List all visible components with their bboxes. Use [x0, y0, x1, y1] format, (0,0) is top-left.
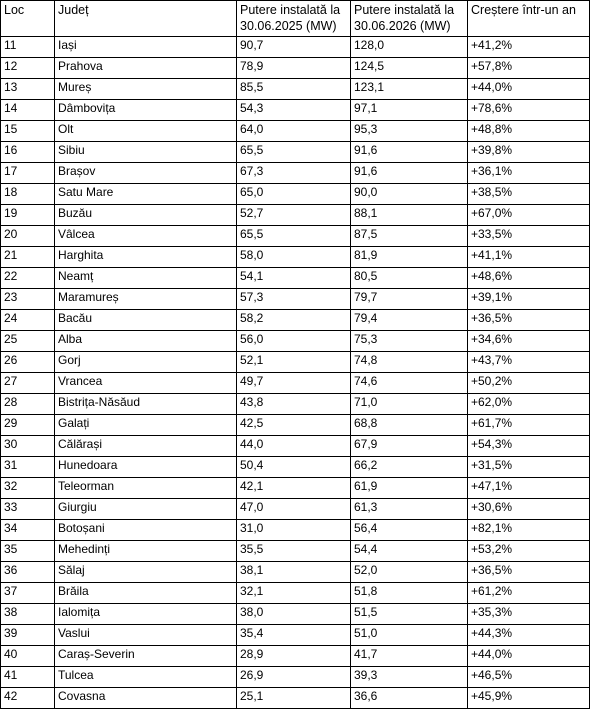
cell-power-2025: 50,4: [237, 457, 351, 478]
table-row: [1, 541, 590, 562]
cell-judet: Satu Mare: [55, 184, 237, 205]
table-row: [1, 688, 590, 709]
cell-loc: 12: [1, 58, 55, 79]
cell-power-2025: 58,2: [237, 310, 351, 331]
cell-power-2025: 42,5: [237, 415, 351, 436]
cell-growth: +44,0%: [468, 79, 590, 100]
cell-power-2026: 95,3: [351, 121, 468, 142]
cell-power-2026: 97,1: [351, 100, 468, 121]
cell-growth: +39,1%: [468, 289, 590, 310]
cell-power-2025: 52,7: [237, 205, 351, 226]
cell-growth: +54,3%: [468, 436, 590, 457]
cell-loc: 19: [1, 205, 55, 226]
cell-power-2025: 57,3: [237, 289, 351, 310]
cell-growth: +61,7%: [468, 415, 590, 436]
cell-growth: +82,1%: [468, 520, 590, 541]
cell-growth: +39,8%: [468, 142, 590, 163]
cell-loc: 31: [1, 457, 55, 478]
cell-judet: Maramureș: [55, 289, 237, 310]
cell-power-2025: 35,5: [237, 541, 351, 562]
cell-growth: +31,5%: [468, 457, 590, 478]
cell-loc: 18: [1, 184, 55, 205]
cell-power-2025: 43,8: [237, 394, 351, 415]
cell-growth: +53,2%: [468, 541, 590, 562]
cell-judet: Bistrița-Năsăud: [55, 394, 237, 415]
table-row: [1, 121, 590, 142]
cell-power-2026: 123,1: [351, 79, 468, 100]
cell-power-2025: 54,3: [237, 100, 351, 121]
cell-power-2026: 61,3: [351, 499, 468, 520]
cell-power-2025: 26,9: [237, 667, 351, 688]
cell-loc: 37: [1, 583, 55, 604]
table-row: [1, 394, 590, 415]
cell-loc: 39: [1, 625, 55, 646]
table-row: [1, 37, 590, 58]
cell-loc: 11: [1, 37, 55, 58]
cell-growth: +34,6%: [468, 331, 590, 352]
cell-growth: +48,6%: [468, 268, 590, 289]
cell-growth: +50,2%: [468, 373, 590, 394]
cell-judet: Ialomița: [55, 604, 237, 625]
cell-power-2025: 38,1: [237, 562, 351, 583]
cell-power-2026: 124,5: [351, 58, 468, 79]
cell-judet: Buzău: [55, 205, 237, 226]
table-row: [1, 436, 590, 457]
cell-judet: Olt: [55, 121, 237, 142]
cell-loc: 28: [1, 394, 55, 415]
cell-power-2025: 28,9: [237, 646, 351, 667]
cell-loc: 34: [1, 520, 55, 541]
cell-growth: +46,5%: [468, 667, 590, 688]
table-row: [1, 520, 590, 541]
cell-loc: 24: [1, 310, 55, 331]
cell-power-2026: 56,4: [351, 520, 468, 541]
table-row: [1, 415, 590, 436]
cell-judet: Sibiu: [55, 142, 237, 163]
cell-loc: 15: [1, 121, 55, 142]
cell-growth: +57,8%: [468, 58, 590, 79]
cell-power-2025: 49,7: [237, 373, 351, 394]
cell-loc: 27: [1, 373, 55, 394]
cell-loc: 35: [1, 541, 55, 562]
cell-judet: Hunedoara: [55, 457, 237, 478]
cell-loc: 21: [1, 247, 55, 268]
cell-growth: +67,0%: [468, 205, 590, 226]
table-row: [1, 58, 590, 79]
cell-power-2026: 81,9: [351, 247, 468, 268]
cell-power-2026: 91,6: [351, 142, 468, 163]
header-growth: Creștere într-un an: [468, 1, 590, 37]
cell-power-2026: 71,0: [351, 394, 468, 415]
table-row: [1, 247, 590, 268]
cell-power-2025: 56,0: [237, 331, 351, 352]
cell-judet: Dâmbovița: [55, 100, 237, 121]
table-row: [1, 205, 590, 226]
cell-judet: Bacău: [55, 310, 237, 331]
cell-judet: Teleorman: [55, 478, 237, 499]
cell-power-2025: 31,0: [237, 520, 351, 541]
cell-power-2026: 80,5: [351, 268, 468, 289]
table-row: [1, 163, 590, 184]
table-row: [1, 289, 590, 310]
cell-growth: +62,0%: [468, 394, 590, 415]
table-row: [1, 625, 590, 646]
table-row: [1, 100, 590, 121]
table-row: [1, 310, 590, 331]
cell-power-2026: 67,9: [351, 436, 468, 457]
cell-judet: Covasna: [55, 688, 237, 709]
table-row: [1, 226, 590, 247]
cell-power-2026: 88,1: [351, 205, 468, 226]
cell-loc: 16: [1, 142, 55, 163]
cell-judet: Vaslui: [55, 625, 237, 646]
cell-power-2025: 38,0: [237, 604, 351, 625]
cell-loc: 32: [1, 478, 55, 499]
table-row: [1, 604, 590, 625]
cell-growth: +44,0%: [468, 646, 590, 667]
cell-growth: +61,2%: [468, 583, 590, 604]
cell-judet: Iași: [55, 37, 237, 58]
cell-loc: 30: [1, 436, 55, 457]
cell-growth: +38,5%: [468, 184, 590, 205]
cell-power-2026: 39,3: [351, 667, 468, 688]
cell-power-2025: 90,7: [237, 37, 351, 58]
table-row: [1, 562, 590, 583]
cell-power-2026: 51,8: [351, 583, 468, 604]
cell-loc: 38: [1, 604, 55, 625]
cell-power-2026: 128,0: [351, 37, 468, 58]
cell-loc: 22: [1, 268, 55, 289]
cell-power-2026: 90,0: [351, 184, 468, 205]
cell-judet: Neamț: [55, 268, 237, 289]
cell-power-2026: 54,4: [351, 541, 468, 562]
cell-judet: Brăila: [55, 583, 237, 604]
cell-power-2026: 74,8: [351, 352, 468, 373]
cell-judet: Caraș-Severin: [55, 646, 237, 667]
cell-power-2025: 47,0: [237, 499, 351, 520]
cell-judet: Gorj: [55, 352, 237, 373]
header-power-2026: Putere instalată la 30.06.2026 (MW): [351, 1, 468, 37]
cell-judet: Vâlcea: [55, 226, 237, 247]
cell-power-2026: 51,0: [351, 625, 468, 646]
cell-judet: Mureș: [55, 79, 237, 100]
cell-power-2026: 36,6: [351, 688, 468, 709]
cell-loc: 29: [1, 415, 55, 436]
cell-power-2025: 58,0: [237, 247, 351, 268]
cell-power-2025: 65,5: [237, 226, 351, 247]
cell-power-2025: 54,1: [237, 268, 351, 289]
table-row: [1, 583, 590, 604]
cell-judet: Alba: [55, 331, 237, 352]
cell-growth: +36,5%: [468, 310, 590, 331]
cell-power-2025: 64,0: [237, 121, 351, 142]
cell-power-2025: 25,1: [237, 688, 351, 709]
cell-growth: +35,3%: [468, 604, 590, 625]
cell-power-2025: 35,4: [237, 625, 351, 646]
cell-growth: +43,7%: [468, 352, 590, 373]
cell-judet: Mehedinți: [55, 541, 237, 562]
table-body: [1, 37, 590, 709]
table-row: [1, 499, 590, 520]
table-row: [1, 478, 590, 499]
cell-loc: 26: [1, 352, 55, 373]
cell-power-2026: 75,3: [351, 331, 468, 352]
table-row: [1, 352, 590, 373]
table-header: [1, 1, 590, 37]
cell-loc: 23: [1, 289, 55, 310]
cell-growth: +36,1%: [468, 163, 590, 184]
cell-growth: +30,6%: [468, 499, 590, 520]
cell-loc: 40: [1, 646, 55, 667]
cell-power-2026: 52,0: [351, 562, 468, 583]
cell-judet: Sălaj: [55, 562, 237, 583]
cell-power-2025: 52,1: [237, 352, 351, 373]
cell-growth: +41,2%: [468, 37, 590, 58]
cell-power-2025: 65,0: [237, 184, 351, 205]
cell-growth: +36,5%: [468, 562, 590, 583]
cell-judet: Brașov: [55, 163, 237, 184]
cell-loc: 42: [1, 688, 55, 709]
cell-power-2025: 42,1: [237, 478, 351, 499]
cell-power-2026: 68,8: [351, 415, 468, 436]
header-power-2025: Putere instalată la 30.06.2025 (MW): [237, 1, 351, 37]
table-row: [1, 79, 590, 100]
cell-judet: Botoșani: [55, 520, 237, 541]
cell-power-2025: 65,5: [237, 142, 351, 163]
cell-loc: 25: [1, 331, 55, 352]
cell-growth: +48,8%: [468, 121, 590, 142]
cell-judet: Vrancea: [55, 373, 237, 394]
cell-loc: 20: [1, 226, 55, 247]
cell-judet: Prahova: [55, 58, 237, 79]
cell-judet: Tulcea: [55, 667, 237, 688]
table-row: [1, 667, 590, 688]
cell-power-2026: 79,4: [351, 310, 468, 331]
cell-power-2026: 87,5: [351, 226, 468, 247]
cell-loc: 13: [1, 79, 55, 100]
table-row: [1, 457, 590, 478]
cell-judet: Giurgiu: [55, 499, 237, 520]
cell-power-2025: 67,3: [237, 163, 351, 184]
cell-loc: 14: [1, 100, 55, 121]
cell-loc: 41: [1, 667, 55, 688]
cell-power-2026: 41,7: [351, 646, 468, 667]
table-row: [1, 268, 590, 289]
table-row: [1, 184, 590, 205]
header-row: [1, 1, 590, 37]
cell-growth: +78,6%: [468, 100, 590, 121]
cell-power-2025: 44,0: [237, 436, 351, 457]
cell-judet: Galați: [55, 415, 237, 436]
header-loc: Loc: [1, 1, 55, 37]
cell-power-2026: 51,5: [351, 604, 468, 625]
header-judet: Județ: [55, 1, 237, 37]
cell-growth: +44,3%: [468, 625, 590, 646]
cell-growth: +41,1%: [468, 247, 590, 268]
cell-power-2025: 78,9: [237, 58, 351, 79]
cell-power-2026: 61,9: [351, 478, 468, 499]
cell-power-2025: 32,1: [237, 583, 351, 604]
cell-judet: Harghita: [55, 247, 237, 268]
table-row: [1, 646, 590, 667]
cell-power-2026: 74,6: [351, 373, 468, 394]
cell-judet: Călărași: [55, 436, 237, 457]
cell-power-2026: 91,6: [351, 163, 468, 184]
cell-growth: +47,1%: [468, 478, 590, 499]
cell-power-2026: 79,7: [351, 289, 468, 310]
cell-loc: 33: [1, 499, 55, 520]
table-row: [1, 142, 590, 163]
cell-loc: 17: [1, 163, 55, 184]
cell-power-2026: 66,2: [351, 457, 468, 478]
cell-growth: +33,5%: [468, 226, 590, 247]
cell-loc: 36: [1, 562, 55, 583]
cell-growth: +45,9%: [468, 688, 590, 709]
cell-power-2025: 85,5: [237, 79, 351, 100]
table-row: [1, 373, 590, 394]
table-row: [1, 331, 590, 352]
